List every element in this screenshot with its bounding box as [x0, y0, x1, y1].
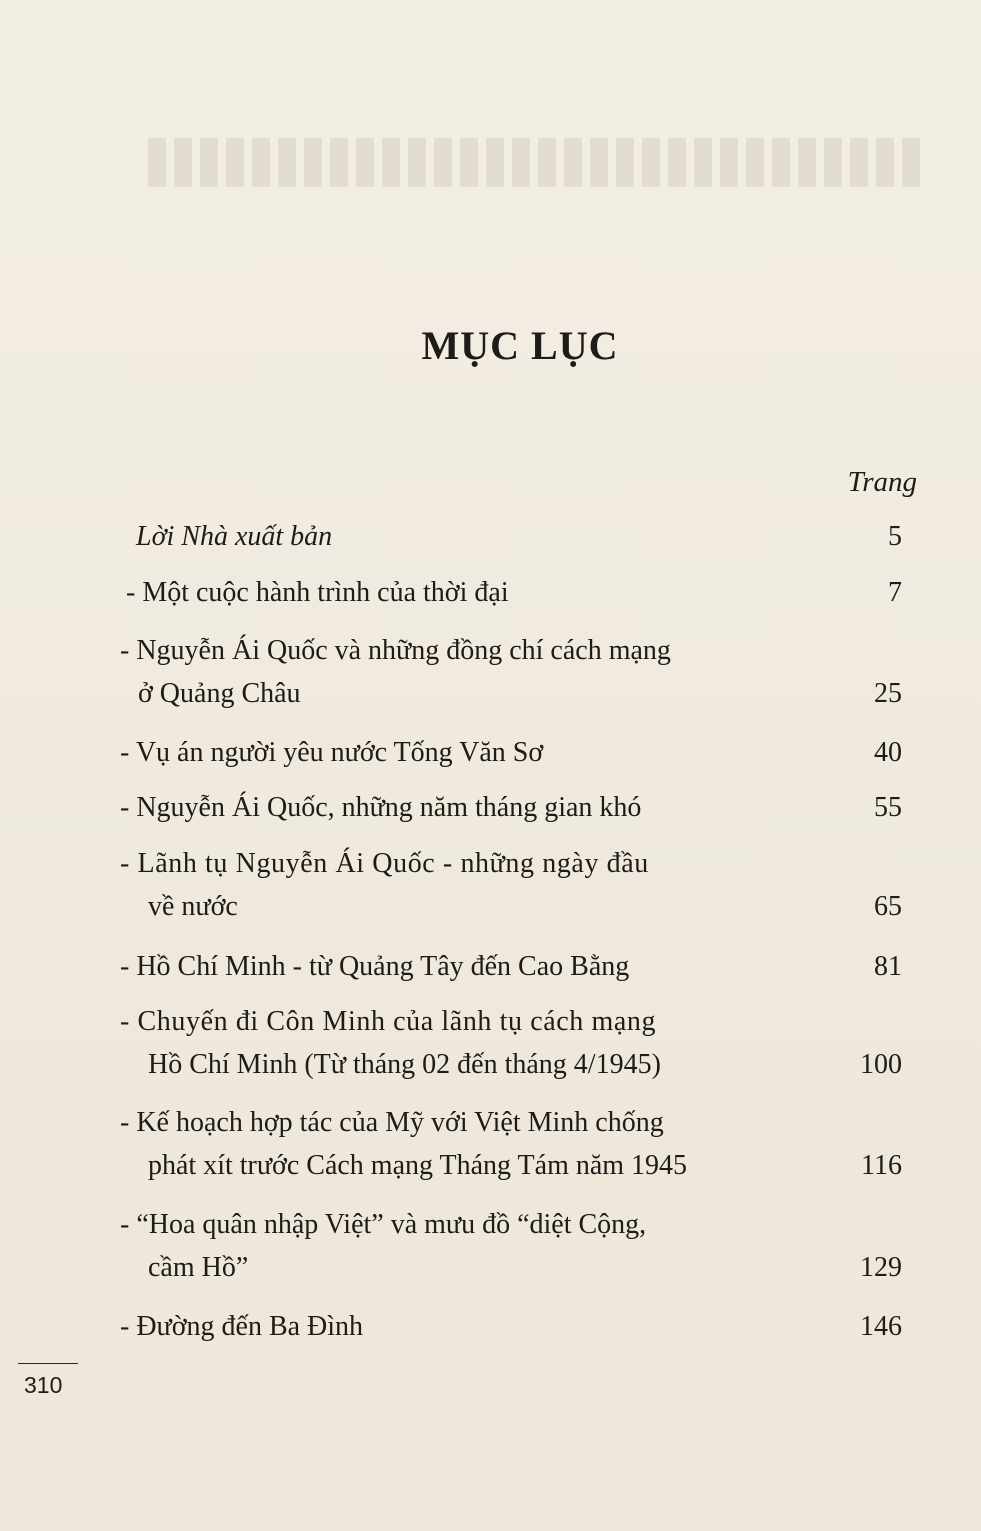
- toc-entry-title-continued: phát xít trước Cách mạng Tháng Tám năm 1945: [148, 1150, 688, 1181]
- footer-rule: [18, 1363, 78, 1364]
- toc-entry-title: - Đường đến Ba Đình: [120, 1311, 364, 1342]
- toc-entry-nhung-ngay-dau-ve-nuoc[interactable]: [120, 842, 902, 928]
- toc-entry-title: - Nguyễn Ái Quốc và những đồng chí cách mạng: [120, 635, 671, 666]
- toc-entry-title-continued: ở Quảng Châu: [138, 678, 301, 709]
- toc-entry-title-continued: cầm Hồ”: [148, 1252, 249, 1283]
- toc-entry-title: Lời Nhà xuất bản: [136, 521, 333, 552]
- toc-entry-nguyen-ai-quoc-quang-chau[interactable]: [120, 629, 902, 715]
- toc-entry-page: 25: [874, 678, 902, 709]
- toc-entry-title-continued: về nước: [148, 891, 238, 922]
- page-number: 310: [24, 1372, 63, 1398]
- toc-entry-title-continued: Hồ Chí Minh (Từ tháng 02 đến tháng 4/1945): [148, 1049, 661, 1080]
- toc-entry-page: 146: [860, 1311, 902, 1342]
- toc-entry-ke-hoach-hop-tac[interactable]: [120, 1101, 902, 1187]
- toc-entry-vu-an-tong-van-so[interactable]: [120, 731, 902, 774]
- toc-entry-title: - Một cuộc hành trình của thời đại: [126, 577, 509, 608]
- toc-entry-title: - Hồ Chí Minh - từ Quảng Tây đến Cao Bằng: [120, 951, 630, 982]
- toc-entry-page: 7: [888, 577, 902, 608]
- toc-entry-title: - Vụ án người yêu nước Tống Văn Sơ: [120, 737, 544, 768]
- toc-entry-chuyen-di-con-minh[interactable]: [120, 1000, 902, 1086]
- toc-entry-mot-cuoc-hanh-trinh[interactable]: [120, 571, 902, 614]
- toc-entry-page: 129: [860, 1252, 902, 1283]
- toc-entry-page: 116: [861, 1150, 902, 1181]
- page-title: MỤC LỤC: [421, 323, 619, 368]
- toc-entry-hoa-quan-nhap-viet[interactable]: [120, 1203, 902, 1289]
- toc-entry-title: - Lãnh tụ Nguyễn Ái Quốc - những ngày đầu: [120, 848, 649, 879]
- toc-entry-title: - Nguyễn Ái Quốc, những năm tháng gian khó: [120, 792, 642, 823]
- toc-entry-page: 5: [888, 521, 902, 552]
- toc-entry-page: 40: [874, 737, 902, 768]
- toc-entry-title: - Kế hoạch hợp tác của Mỹ với Việt Minh chống: [120, 1107, 664, 1138]
- toc-entry-nam-thang-gian-kho[interactable]: [120, 786, 902, 829]
- toc-entry-title: - “Hoa quân nhập Việt” và mưu đồ “diệt Cộng,: [120, 1209, 647, 1240]
- page-column-header: Trang: [847, 466, 917, 498]
- toc-entry-page: 100: [860, 1049, 902, 1080]
- toc-entry-title: - Chuyến đi Côn Minh của lãnh tụ cách mạng: [120, 1006, 657, 1037]
- toc-entry-page: 81: [874, 951, 902, 982]
- toc-entry-page: 65: [874, 891, 902, 922]
- toc-entry-duong-den-ba-dinh[interactable]: [120, 1305, 902, 1348]
- toc-entry-loi-nha-xuat-ban[interactable]: [120, 515, 902, 558]
- toc-entry-page: 55: [874, 792, 902, 823]
- toc-entry-quang-tay-cao-bang[interactable]: [120, 945, 902, 988]
